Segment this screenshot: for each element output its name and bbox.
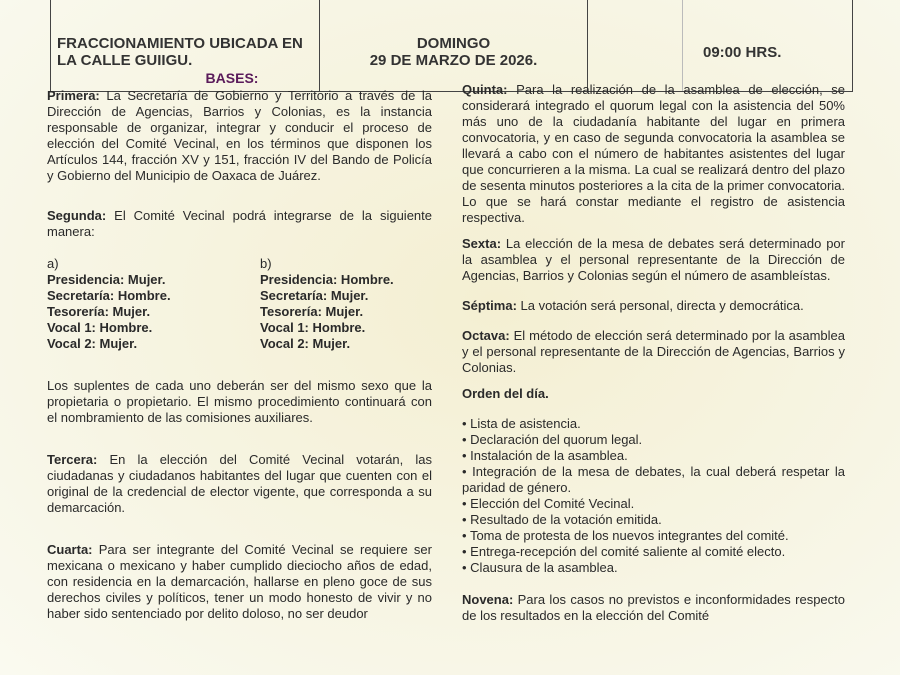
list-item: • Toma de protesta de los nuevos integrantes del comité. [462,528,845,544]
composition-options [47,256,432,352]
list-item: • Entrega-recepción del comité saliente al comité electo. [462,544,845,560]
location-cell: FRACCIONAMIENTO UBICADA EN LA CALLE GUIIGU. [51,0,320,92]
list-item: • Resultado de la votación emitida. [462,512,845,528]
orden-list [462,416,845,576]
right-column [462,82,845,640]
list-item: • Elección del Comité Vecinal. [462,496,845,512]
list-item: • Lista de asistencia. [462,416,845,432]
option-a: a) Presidencia: Mujer. Secretaría: Hombre. Tesorería: Mujer. Vocal 1: Hombre. Vocal 2: Mujer. [47,256,171,351]
bases-title: BASES: [205,70,259,86]
octava: Octava: El método de elección será determinado por la asamblea y el personal representante de la Dirección de Agencias, Barrios y Colonias. [462,328,845,375]
list-item: • Declaración del quorum legal. [462,432,845,448]
suplentes: Los suplentes de cada uno deberán ser del mismo sexo que la propietaria o propietario. El mismo procedimiento continuará con el nombramiento de las comisiones auxiliares. [47,378,432,425]
time-cell: 09:00 HRS. [683,0,853,92]
left-column [47,70,432,638]
quinta: Quinta: Para la realización de la asamblea de elección, se considerará integrado el quorum legal con la asistencia del 50% más uno de la ciudadanía habitante del lugar en primera convocatoria, y en caso de segunda convocatoria la asamblea se llevará a cabo con el número de habitantes asistentes del lugar que concurrieren a la misma. La cual se realizará dentro del plazo de sesenta minutos posteriores a la cita de la primer convocatoria. Lo que se hará constar mediante el registro de asistencia respectiva. [462,82,845,225]
empty-cell [588,0,683,92]
novena: Novena: Para los casos no previstos e inconformidades respecto de los resultados en la elección del Comité [462,592,845,623]
date: 29 DE MARZO DE 2026. [369,52,538,69]
list-item: • Instalación de la asamblea. [462,448,845,464]
sexta: Sexta: La elección de la mesa de debates será determinado por la asamblea y el personal representante de la Dirección de Agencias, Barrios y Colonias según el número de asambleístas. [462,236,845,283]
primera: Primera: La Secretaría de Gobierno y Territorio a través de la Dirección de Agencias, Barrios y Colonias, es la instancia responsable de organizar, integrar y conducir el proceso de elección del Comité Vecinal, en los términos que disponen los Artículos 144, fracción XV y 151, fracción IV del Bando de Policía y Gobierno del Municipio de Oaxaca de Juárez. [47,88,432,183]
list-item: • Clausura de la asamblea. [462,560,845,576]
septima: Séptima: La votación será personal, directa y democrática. [462,298,804,313]
tercera: Tercera: En la elección del Comité Vecinal votarán, las ciudadanas y ciudadanos habitantes del lugar que cuenten con el original de la credencial de elector vigente, que corresponda a su demarcación. [47,452,432,515]
cuarta: Cuarta: Para ser integrante del Comité Vecinal se requiere ser mexicana o mexicano y haber cumplido dieciocho años de edad, con residencia en la demarcación, hallarse en pleno goce de sus derechos civiles y políticos, tener un modo honesto de vivir y no haber sido sentenciado por delito doloso, no ser deudor [47,542,432,621]
day: DOMINGO [416,35,491,52]
list-item: • Integración de la mesa de debates, la cual deberá respetar la paridad de género. [462,464,845,496]
option-b: b) Presidencia: Hombre. Secretaría: Mujer. Tesorería: Mujer. Vocal 1: Hombre. Vocal 2: Mujer. [260,256,394,351]
orden-title: Orden del día. [462,386,549,401]
segunda: Segunda: El Comité Vecinal podrá integrarse de la siguiente manera: [47,208,432,239]
